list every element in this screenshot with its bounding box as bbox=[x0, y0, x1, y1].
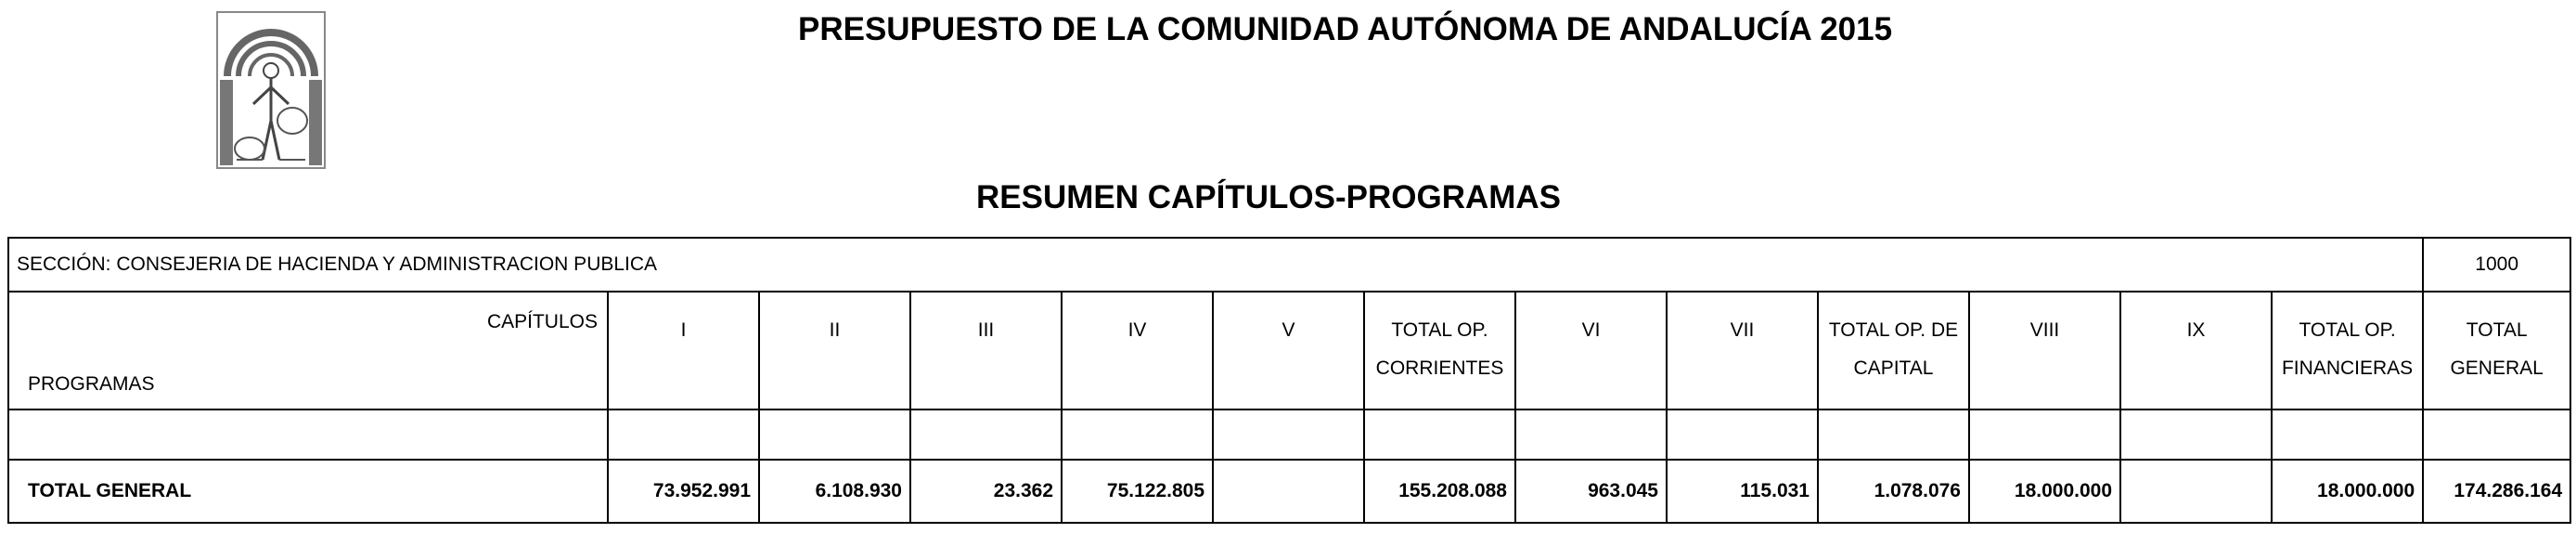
document-subtitle: RESUMEN CAPÍTULOS-PROGRAMAS bbox=[976, 179, 1562, 215]
total-op-financieras: 18.000.000 bbox=[2272, 460, 2423, 523]
programas-label: PROGRAMAS bbox=[28, 373, 155, 395]
budget-summary-table bbox=[7, 237, 2571, 524]
col-header-cap-1: I bbox=[608, 292, 759, 410]
column-header-row bbox=[8, 292, 2570, 410]
section-code: 1000 bbox=[2423, 238, 2570, 292]
col-header-cap-3: III bbox=[910, 292, 1062, 410]
document-title: PRESUPUESTO DE LA COMUNIDAD AUTÓNOMA DE ANDALUCÍA 2015 bbox=[798, 11, 1893, 47]
total-cap-2: 6.108.930 bbox=[759, 460, 910, 523]
junta-de-andalucia-shield-icon bbox=[216, 11, 326, 169]
col-header-total-corrientes: TOTAL OP. CORRIENTES bbox=[1364, 292, 1515, 410]
col-header-cap-5: V bbox=[1213, 292, 1364, 410]
col-header-cap-6: VI bbox=[1515, 292, 1667, 410]
total-op-capital: 1.078.076 bbox=[1818, 460, 1969, 523]
col-header-cap-8: VIII bbox=[1969, 292, 2120, 410]
total-general-row bbox=[8, 460, 2570, 523]
col-header-total-capital: TOTAL OP. DE CAPITAL bbox=[1818, 292, 1969, 410]
total-cap-5 bbox=[1213, 460, 1364, 523]
empty-row bbox=[8, 410, 2570, 460]
total-cap-4: 75.122.805 bbox=[1062, 460, 1213, 523]
capitulos-label: CAPÍTULOS bbox=[486, 311, 598, 332]
col-header-total-general: TOTAL GENERAL bbox=[2423, 292, 2570, 410]
col-header-cap-9: IX bbox=[2120, 292, 2272, 410]
total-cap-9 bbox=[2120, 460, 2272, 523]
col-header-cap-4: IV bbox=[1062, 292, 1213, 410]
section-label: SECCIÓN: CONSEJERIA DE HACIENDA Y ADMINISTRACION PUBLICA bbox=[8, 238, 2423, 292]
corner-header-cell bbox=[8, 292, 608, 410]
total-cap-1: 73.952.991 bbox=[608, 460, 759, 523]
total-cap-8: 18.000.000 bbox=[1969, 460, 2120, 523]
col-header-cap-7: VII bbox=[1667, 292, 1818, 410]
col-header-cap-2: II bbox=[759, 292, 910, 410]
section-row bbox=[8, 238, 2570, 292]
col-header-total-financieras: TOTAL OP. FINANCIERAS bbox=[2272, 292, 2423, 410]
total-general-label: TOTAL GENERAL bbox=[8, 460, 608, 523]
total-cap-7: 115.031 bbox=[1667, 460, 1818, 523]
total-cap-6: 963.045 bbox=[1515, 460, 1667, 523]
total-op-corrientes: 155.208.088 bbox=[1364, 460, 1515, 523]
total-general-value: 174.286.164 bbox=[2423, 460, 2570, 523]
total-cap-3: 23.362 bbox=[910, 460, 1062, 523]
